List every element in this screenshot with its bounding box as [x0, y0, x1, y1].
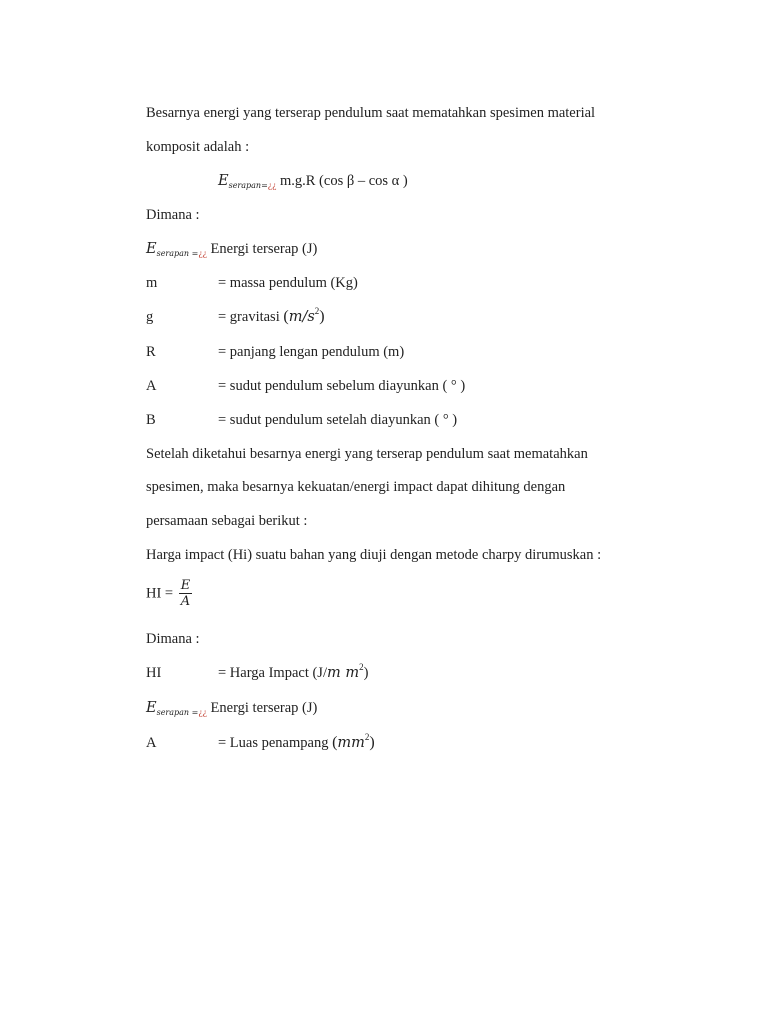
energy-symbol: E [146, 241, 157, 257]
definition-b-angle [146, 411, 457, 429]
hi-formula-lhs: HI = [146, 585, 174, 602]
definition-energy-1 [146, 240, 317, 260]
definition-energy-2 [146, 699, 317, 719]
definition-term: g [146, 309, 154, 325]
energy-formula [218, 172, 408, 192]
intro-line-2: komposit adalah : [146, 139, 250, 155]
energy-symbol: E [146, 700, 157, 716]
definition-desc: = gravitasi [218, 309, 280, 325]
intro-line-1: Besarnya energi yang terserap pendulum saat mematahkan spesimen material [146, 105, 596, 121]
para2-line-3: persamaan sebagai berikut : [146, 513, 308, 529]
hi-fraction [179, 578, 193, 609]
definition-desc: = massa pendulum (Kg) [218, 275, 358, 291]
definition-m [146, 274, 358, 292]
definition-a-angle [146, 377, 465, 395]
para2-line-2: spesimen, maka besarnya kekuatan/energi impact dapat dihitung dengan [146, 479, 566, 495]
hi-formula [146, 578, 192, 609]
definition-term: HI [146, 665, 162, 681]
energy-symbol: E [218, 173, 229, 189]
fraction-denominator: A [180, 594, 191, 610]
definition-term: A [146, 735, 157, 751]
definition-term: m [146, 275, 158, 291]
definition-desc: = sudut pendulum sebelum diayunkan ( ° ) [218, 378, 466, 394]
definition-desc: Energi terserap (J) [210, 241, 318, 257]
definition-term: B [146, 412, 156, 428]
energy-subscript: serapan =¿¿ [156, 249, 207, 258]
para3-line: Harga impact (Hi) suatu bahan yang diuji dengan metode charpy dirumuskan : [146, 547, 602, 563]
definition-term: R [146, 344, 156, 360]
definition-area: A = Luas penampang $(mm^2)$ [146, 732, 375, 751]
energy-formula-rhs: m.g.R (cos β – cos α ) [279, 173, 408, 189]
unit-mm: mm [337, 735, 365, 751]
definition-term: A [146, 378, 157, 394]
energy-subscript: serapan=¿¿ [228, 181, 277, 190]
energy-subscript: serapan =¿¿ [156, 708, 207, 717]
definition-desc: = sudut pendulum setelah diayunkan ( ° ) [218, 412, 458, 428]
definition-r [146, 343, 404, 361]
fraction-numerator: E [180, 578, 191, 594]
unit-mm: m m [326, 665, 360, 681]
unit-s: s [307, 309, 315, 325]
unit-m: m [288, 309, 303, 325]
dimana-label-1: Dimana : [146, 207, 200, 223]
definition-hi: HI = Harga Impact (J/m $m^2$) [146, 662, 369, 681]
definition-g: g = gravitasi $(m/s^2)$ [146, 306, 325, 325]
definition-desc: = panjang lengan pendulum (m) [218, 344, 405, 360]
para2-line-1: Setelah diketahui besarnya energi yang terserap pendulum saat mematahkan [146, 446, 588, 462]
definition-desc: Energi terserap (J) [210, 700, 318, 716]
dimana-label-2: Dimana : [146, 631, 200, 647]
